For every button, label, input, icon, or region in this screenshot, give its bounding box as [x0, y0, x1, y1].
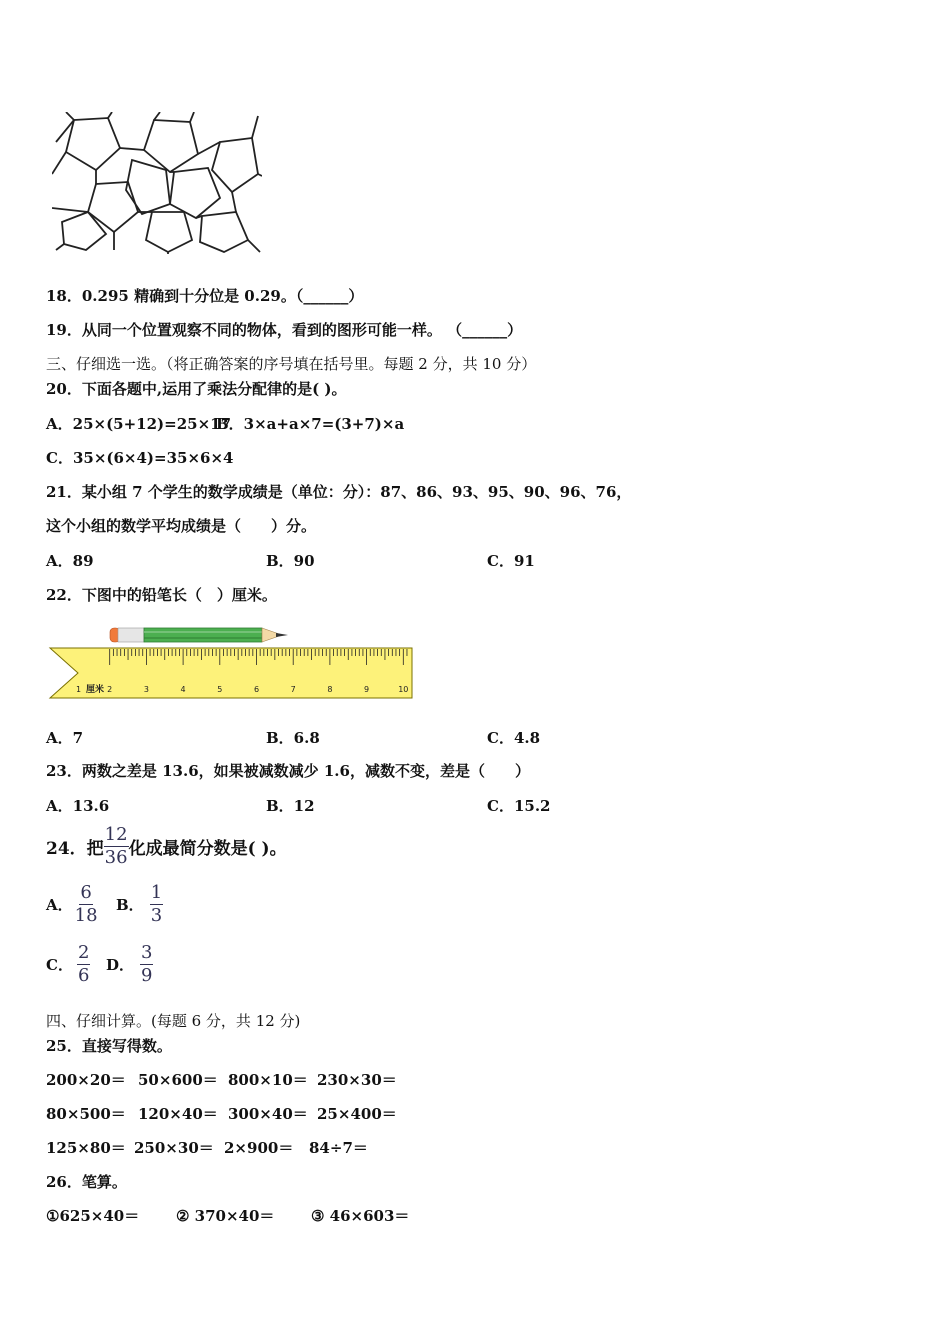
ruler-label: 6 [253, 685, 260, 694]
pentagon-star-tessellation-figure [52, 112, 262, 254]
q20-option-a: A．25×(5+12)=25×17 [46, 415, 232, 433]
question-19: 19．从同一个位置观察不同的物体，看到的图形可能一样。 （______） [46, 321, 523, 339]
q24-option-d-fraction [140, 944, 153, 985]
section-3-heading: 三、仔细选一选。（将正确答案的序号填在括号里。每题 2 分，共 10 分） [46, 355, 537, 373]
q25-item: 80×500＝ [46, 1105, 126, 1123]
question-21-stem-line2: 这个小组的数学平均成绩是（ ）分。 [46, 517, 317, 535]
q24-fraction-denominator: 36 [104, 847, 128, 868]
ruler-label: 5 [217, 685, 223, 694]
q26-item-2: ② 370×40＝ [176, 1207, 275, 1225]
question-20-stem: 20．下面各题中,运用了乘法分配律的是( )。 [46, 380, 347, 398]
q22-option-b: B．6.8 [266, 729, 320, 747]
ruler-label: 7 [290, 685, 296, 694]
q24-option-b-denominator: 3 [150, 905, 163, 926]
q24-option-a-label: A． [46, 896, 73, 914]
q25-item: 250×30＝ [134, 1139, 214, 1157]
ruler-label: 1 [76, 685, 82, 694]
q23-option-b: B．12 [266, 797, 315, 815]
q24-fraction [104, 826, 129, 867]
pencil-ruler-figure [46, 622, 416, 702]
ruler-label: 4 [180, 685, 186, 694]
q21-option-c: C．91 [487, 552, 535, 570]
q24-option-a [46, 884, 98, 925]
q24-option-c-numerator: 2 [77, 942, 90, 963]
q25-item: 120×40＝ [138, 1105, 218, 1123]
ruler-label: 8 [327, 685, 333, 694]
q26-item-3: ③ 46×603＝ [311, 1207, 410, 1225]
q24-option-b-label: B． [116, 896, 144, 914]
question-23-stem: 23．两数之差是 13.6，如果被减数减少 1.6，减数不变，差是（ ） [46, 762, 530, 780]
q25-item: 25×400＝ [317, 1105, 397, 1123]
q25-item: 125×80＝ [46, 1139, 126, 1157]
ruler-label: 2 [107, 685, 113, 694]
q24-fraction-numerator: 12 [104, 824, 128, 845]
q20-option-c: C．35×(6×4)=35×6×4 [46, 449, 234, 467]
q24-option-c-denominator: 6 [77, 965, 90, 986]
ruler-label: 3 [143, 685, 149, 694]
ruler-label: 10 [398, 685, 409, 694]
q24-option-a-fraction [75, 884, 98, 925]
q21-option-a: A．89 [46, 552, 94, 570]
q24-option-d-denominator: 9 [141, 965, 153, 986]
q24-option-d-numerator: 3 [141, 942, 153, 963]
q25-item: 200×20＝ [46, 1071, 126, 1089]
question-25-stem: 25．直接写得数。 [46, 1037, 172, 1055]
q24-option-d [106, 944, 153, 985]
q24-option-b-numerator: 1 [150, 882, 163, 903]
pencil-icon [110, 628, 288, 642]
q25-item: 300×40＝ [228, 1105, 308, 1123]
q25-item: 230×30＝ [317, 1071, 397, 1089]
q25-item: 800×10＝ [228, 1071, 308, 1089]
q23-option-c: C．15.2 [487, 797, 551, 815]
q21-option-b: B．90 [266, 552, 315, 570]
q25-item: 84÷7＝ [309, 1139, 368, 1157]
question-18: 18．0.295 精确到十分位是 0.29。（______） [46, 287, 364, 305]
q24-option-a-denominator: 18 [74, 905, 98, 926]
q22-option-a: A．7 [46, 729, 84, 747]
q24-option-c-label: C． [46, 956, 73, 974]
q24-option-c-fraction [77, 944, 90, 985]
q25-item: 50×600＝ [138, 1071, 218, 1089]
q24-option-a-numerator: 6 [80, 882, 92, 903]
q22-option-c: C．4.8 [487, 729, 541, 747]
q24-option-c [46, 944, 90, 985]
section-4-heading: 四、仔细计算。(每题 6 分，共 12 分) [46, 1012, 301, 1030]
question-21-stem-line1: 21．某小组 7 个学生的数学成绩是（单位：分）：87、86、93、95、90、96、76， [46, 483, 632, 501]
q24-option-b [116, 884, 163, 925]
ruler-unit-label: 厘米 [86, 685, 105, 695]
q24-option-b-fraction [150, 884, 163, 925]
q24-suffix: 化成最简分数是( )。 [128, 839, 287, 859]
q24-prefix: 24．把 [46, 839, 104, 859]
question-24-stem [46, 826, 287, 867]
ruler-label: 9 [364, 685, 370, 694]
question-26-stem: 26．笔算。 [46, 1173, 127, 1191]
q26-item-1: ①625×40＝ [46, 1207, 140, 1225]
q25-item: 2×900＝ [224, 1139, 294, 1157]
q20-option-b: B．3×a+a×7=(3+7)×a [216, 415, 405, 433]
question-22-stem: 22．下图中的铅笔长（ ）厘米。 [46, 586, 277, 604]
q24-option-d-label: D． [106, 956, 135, 974]
q23-option-a: A．13.6 [46, 797, 110, 815]
